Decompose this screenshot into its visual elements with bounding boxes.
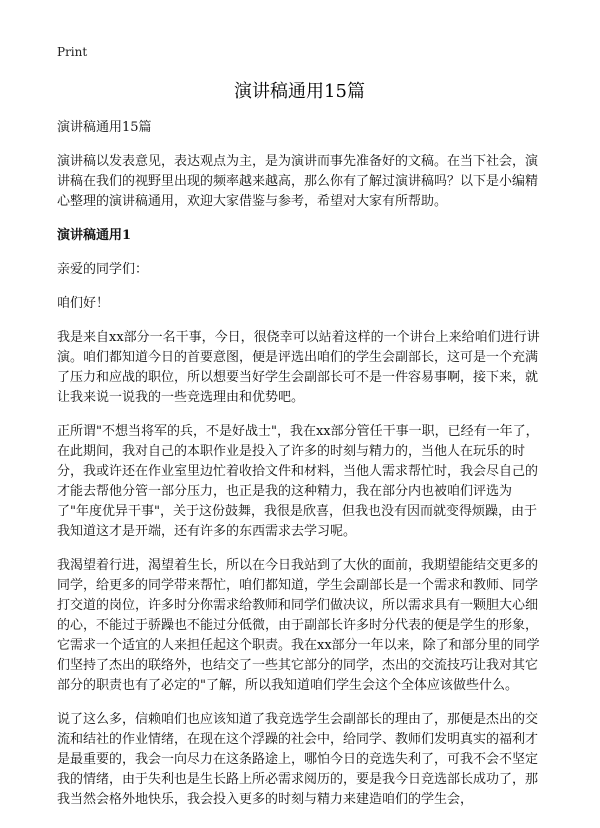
print-link[interactable]: Print <box>57 45 88 59</box>
document-title: 演讲稿通用15篇 <box>234 81 365 102</box>
hello-line: 咱们好！ <box>57 296 110 311</box>
document-subtitle: 演讲稿通用15篇 <box>57 120 152 135</box>
body-paragraph-2: 正所谓"不想当将军的兵，不是好战士"，我在xx部分管任干事一职，已经有一年了，在此期间，我对自己的本职作业是投入了许多的时刻与精力的，当他人在玩乐的时分，我或许还在作业室里边忙着收拾文件和材料，当他人需求帮忙时，我会尽自己的才能去帮他分管一部分压力，也正是我的这种精力，我在部分内也被咱们评选为了"年度优异干事"，关于这份鼓舞，我很是欣喜，但我也没有因而就变得烦躁，由于我知道这才是开端，还有许多的东西需求去学习呢。 <box>57 424 539 539</box>
body-paragraph-1: 我是来自xx部分一名干事，今日，很侥幸可以站着这样的一个讲台上来给咱们进行讲演。咱们都知道今日的首要意图，便是评选出咱们的学生会副部长，这可是一个充满了压力和应战的职位，所以想要当好学生会副部长可不是一件容易事啊，接下来，就让我来说一说我的一些竞选理由和优势吧。 <box>57 330 540 405</box>
intro-paragraph: 演讲稿以发表意见，表达观点为主，是为演讲而事先准备好的文稿。在当下社会，演讲稿在我们的视野里出现的频率越来越高，那么你有了解过演讲稿吗？以下是小编精心整理的演讲稿通用，欢迎大家借鉴与参考，希望对大家有所帮助。 <box>57 154 539 209</box>
body-paragraph-3: 我渴望着行进，渴望着生长，所以在今日我站到了大伙的面前，我期望能结交更多的同学，给更多的同学带来帮忙，咱们都知道，学生会副部长是一个需求和教师、同学打交道的岗位，许多时分你需求给教师和同学们做决议，所以需求具有一颗胆大心细的心，不能过于骄躁也不能过分低微，由于副部长许多时分代表的便是学生的形象，它需求一个适宜的人来担任起这个职责。我在xx部分一年以来，除了和部分里的同学们坚持了杰出的联络外，也结交了一些其它部分的同学，杰出的交流技巧让我对其它部分的职责也有了必定的"了解，所以我知道咱们学生会这个全体应该做些什么。 <box>57 558 540 693</box>
greeting: 亲爱的同学们： <box>57 262 149 277</box>
section-heading: 演讲稿通用1 <box>57 228 132 243</box>
body-paragraph-4: 说了这么多，信赖咱们也应该知道了我竞选学生会副部长的理由了，那便是杰出的交流和结社的作业情绪，在现在这个浮躁的社会中，给同学、教师们发明真实的福利才是最重要的，我会一向尽力在这条路途上，哪怕今日的竞选失利了，可我不会不坚定我的情绪，由于失利也是生长路上所必需求阅历的，要是我今日竞选部长成功了，那我当然会格外地快乐，我会投入更多的时刻与精力来建造咱们的学生会， <box>57 712 539 807</box>
